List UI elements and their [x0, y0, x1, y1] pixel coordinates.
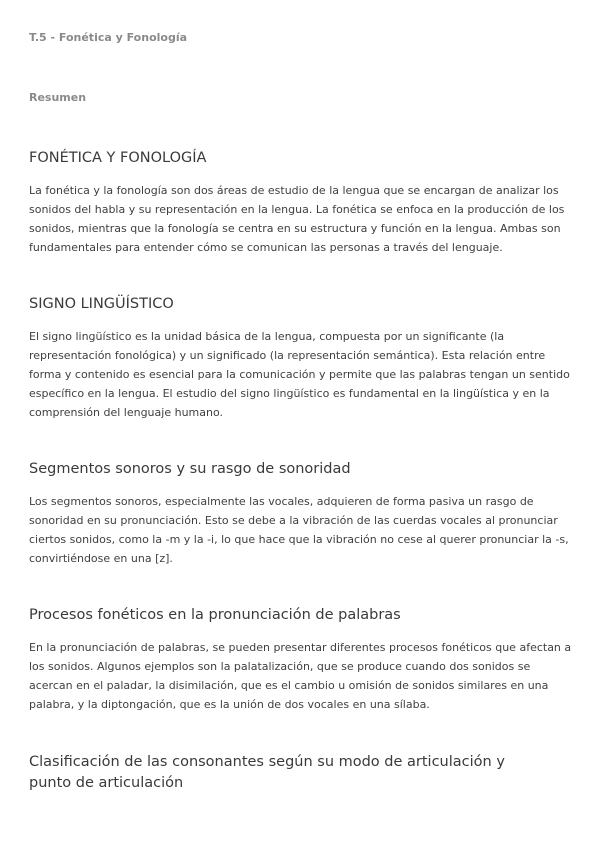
- section-clasificacion-consonantes: [29, 752, 575, 794]
- section-body: Los segmentos sonoros, especialmente las vocales, adquieren de forma pasiva un rasgo de sonoridad en su pronunciación. Esto se debe a la vibración de las cuerdas vocales al pronunciar ciertos sonidos, como la -m y la -i, lo que hace que la vibración no cese al querer pronunciar la -s, convirtiéndose en una [z].: [29, 495, 569, 565]
- section-heading: Segmentos sonoros y su rasgo de sonoridad: [29, 461, 351, 477]
- section-heading: Clasificación de las consonantes según su modo de articulación y punto de articulación: [29, 754, 505, 791]
- document-title: T.5 - Fonética y Fonología: [29, 31, 188, 44]
- summary-label: Resumen: [29, 91, 87, 104]
- section-signo-linguistico: [29, 294, 575, 422]
- section-body: El signo lingüístico es la unidad básica de la lengua, compuesta por un significante (la representación fonológica) y un significado (la representación semántica). Esta relación entre forma y contenido es esencial para la comunicación y permite que las palabras tengan un sentido específico en la lengua. El estudio del signo lingüístico es fundamental en la lingüística y en la comprensión del lenguaje humano.: [29, 330, 570, 419]
- section-heading: SIGNO LINGÜÍSTICO: [29, 296, 174, 312]
- section-body: En la pronunciación de palabras, se pueden presentar diferentes procesos fonéticos que afectan a los sonidos. Algunos ejemplos son la palatalización, que se produce cuando dos sonidos se acercan en el paladar, la disimilación, que es el cambio u omisión de sonidos similares en una palabra, y la diptongación, que es la unión de dos vocales en una sílaba.: [29, 641, 572, 711]
- section-body: La fonética y la fonología son dos áreas de estudio de la lengua que se encargan de analizar los sonidos del habla y su representación en la lengua. La fonética se enfoca en la producción de los sonidos, mientras que la fonología se centra en su estructura y función en la lengua. Ambas son fundamentales para entender cómo se comunican las personas a través del lenguaje.: [29, 184, 565, 254]
- section-segmentos-sonoros: [29, 459, 575, 568]
- section-heading: Procesos fonéticos en la pronunciación de palabras: [29, 607, 401, 623]
- section-fonetica-fonologia: [29, 148, 575, 257]
- section-procesos-foneticos: [29, 605, 575, 714]
- section-heading: FONÉTICA Y FONOLOGÍA: [29, 150, 207, 166]
